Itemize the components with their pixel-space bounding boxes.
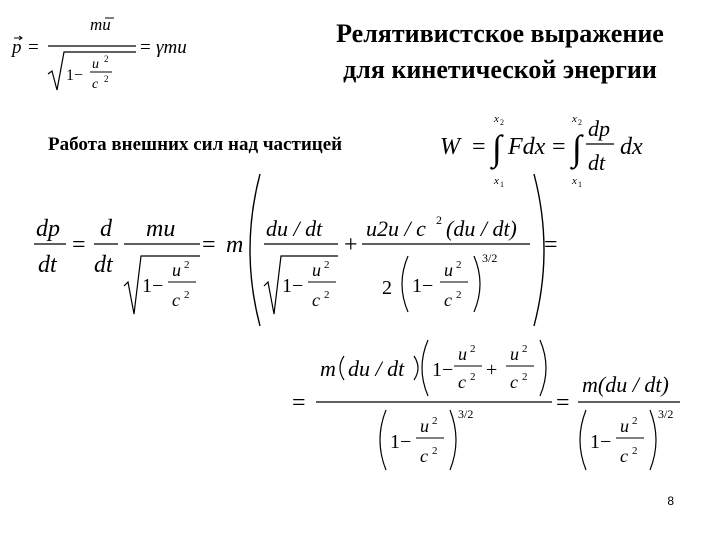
svg-text:1−: 1−: [412, 275, 434, 297]
svg-text:dx: dx: [620, 134, 643, 160]
svg-text:2: 2: [432, 445, 438, 457]
svg-text:c: c: [172, 290, 180, 310]
svg-text:m: m: [320, 356, 336, 381]
derivative-formula: [28, 168, 588, 334]
svg-text:mu: mu: [146, 216, 176, 242]
svg-text:u: u: [458, 344, 467, 364]
svg-text:c: c: [620, 446, 628, 466]
svg-text:2: 2: [104, 74, 109, 84]
svg-text:u: u: [444, 260, 453, 280]
svg-text:m: m: [226, 232, 244, 258]
work-label: Работа внешних сил над частицей: [48, 134, 343, 155]
svg-text:u2u / c: u2u / c: [366, 216, 426, 241]
svg-text:c: c: [510, 372, 518, 392]
svg-text:mu: mu: [90, 15, 111, 34]
svg-text:u: u: [92, 57, 99, 72]
svg-text:2: 2: [522, 371, 528, 383]
svg-text:1−: 1−: [282, 275, 304, 297]
svg-text:2: 2: [632, 415, 638, 427]
svg-text:2: 2: [470, 371, 476, 383]
svg-text:=: =: [72, 232, 86, 258]
svg-text:2: 2: [470, 343, 476, 355]
svg-text:3/2: 3/2: [658, 407, 674, 421]
svg-text:(du / dt): (du / dt): [446, 216, 517, 241]
svg-text:dt: dt: [38, 252, 57, 278]
svg-text:1−: 1−: [66, 67, 84, 84]
svg-text:dt: dt: [94, 252, 113, 278]
svg-text:c: c: [420, 446, 428, 466]
svg-text:2: 2: [432, 415, 438, 427]
svg-text:2: 2: [436, 213, 442, 227]
svg-text:=: =: [556, 390, 570, 416]
svg-text:u: u: [172, 260, 181, 280]
slide-title: [300, 16, 700, 88]
svg-text:∫: ∫: [492, 128, 502, 168]
svg-text:=: =: [544, 232, 558, 258]
svg-text:c: c: [92, 77, 99, 92]
svg-text:2: 2: [382, 277, 392, 299]
title-line-1: Релятивистское выражение: [336, 19, 664, 48]
svg-text:2: 2: [456, 259, 462, 271]
momentum-formula: [8, 8, 198, 93]
svg-text:u: u: [312, 260, 321, 280]
svg-text:x: x: [494, 113, 499, 125]
svg-text:dp: dp: [588, 116, 610, 141]
svg-text:1: 1: [500, 180, 504, 189]
svg-text:+: +: [486, 359, 498, 381]
svg-text:c: c: [444, 290, 452, 310]
svg-text:W: W: [440, 134, 460, 160]
svg-text:3/2: 3/2: [458, 407, 474, 421]
svg-text:2: 2: [324, 289, 330, 301]
svg-text:=: =: [28, 37, 39, 58]
svg-text:d: d: [100, 216, 112, 242]
svg-text:=: =: [292, 390, 306, 416]
svg-text:1−: 1−: [590, 431, 612, 453]
svg-text:2: 2: [578, 118, 582, 127]
svg-text:u: u: [510, 344, 519, 364]
svg-text:=: =: [140, 37, 151, 58]
svg-text:2: 2: [500, 118, 504, 127]
svg-text:x: x: [494, 175, 499, 187]
svg-text:=: =: [552, 134, 566, 160]
svg-text:2: 2: [456, 289, 462, 301]
svg-text:x: x: [572, 113, 577, 125]
svg-text:1−: 1−: [390, 431, 412, 453]
svg-text:dp: dp: [36, 216, 60, 242]
svg-text:u: u: [420, 416, 429, 436]
svg-text:2: 2: [184, 289, 190, 301]
svg-text:2: 2: [104, 54, 109, 64]
page-number: 8: [667, 494, 674, 508]
svg-text:=: =: [202, 232, 216, 258]
svg-text:2: 2: [522, 343, 528, 355]
svg-text:2: 2: [324, 259, 330, 271]
svg-text:du / dt: du / dt: [348, 356, 405, 381]
title-line-2: для кинетической энергии: [343, 55, 657, 84]
result-formula: [286, 330, 706, 480]
svg-text:3/2: 3/2: [482, 251, 498, 265]
svg-text:x: x: [572, 175, 577, 187]
svg-text:γmu: γmu: [156, 37, 187, 58]
svg-text:2: 2: [184, 259, 190, 271]
svg-text:p: p: [12, 37, 22, 58]
svg-text:c: c: [458, 372, 466, 392]
svg-text:c: c: [312, 290, 320, 310]
svg-text:+: +: [344, 232, 358, 258]
svg-text:dt: dt: [588, 150, 606, 175]
svg-text:m(du / dt): m(du / dt): [582, 372, 669, 397]
svg-text:=: =: [472, 134, 486, 160]
svg-text:1−: 1−: [142, 275, 164, 297]
svg-text:du / dt: du / dt: [266, 216, 323, 241]
svg-text:∫: ∫: [572, 128, 582, 168]
svg-text:2: 2: [632, 445, 638, 457]
svg-text:1: 1: [578, 180, 582, 189]
svg-text:u: u: [620, 416, 629, 436]
svg-text:Fdx: Fdx: [508, 134, 546, 160]
svg-text:1−: 1−: [432, 359, 454, 381]
